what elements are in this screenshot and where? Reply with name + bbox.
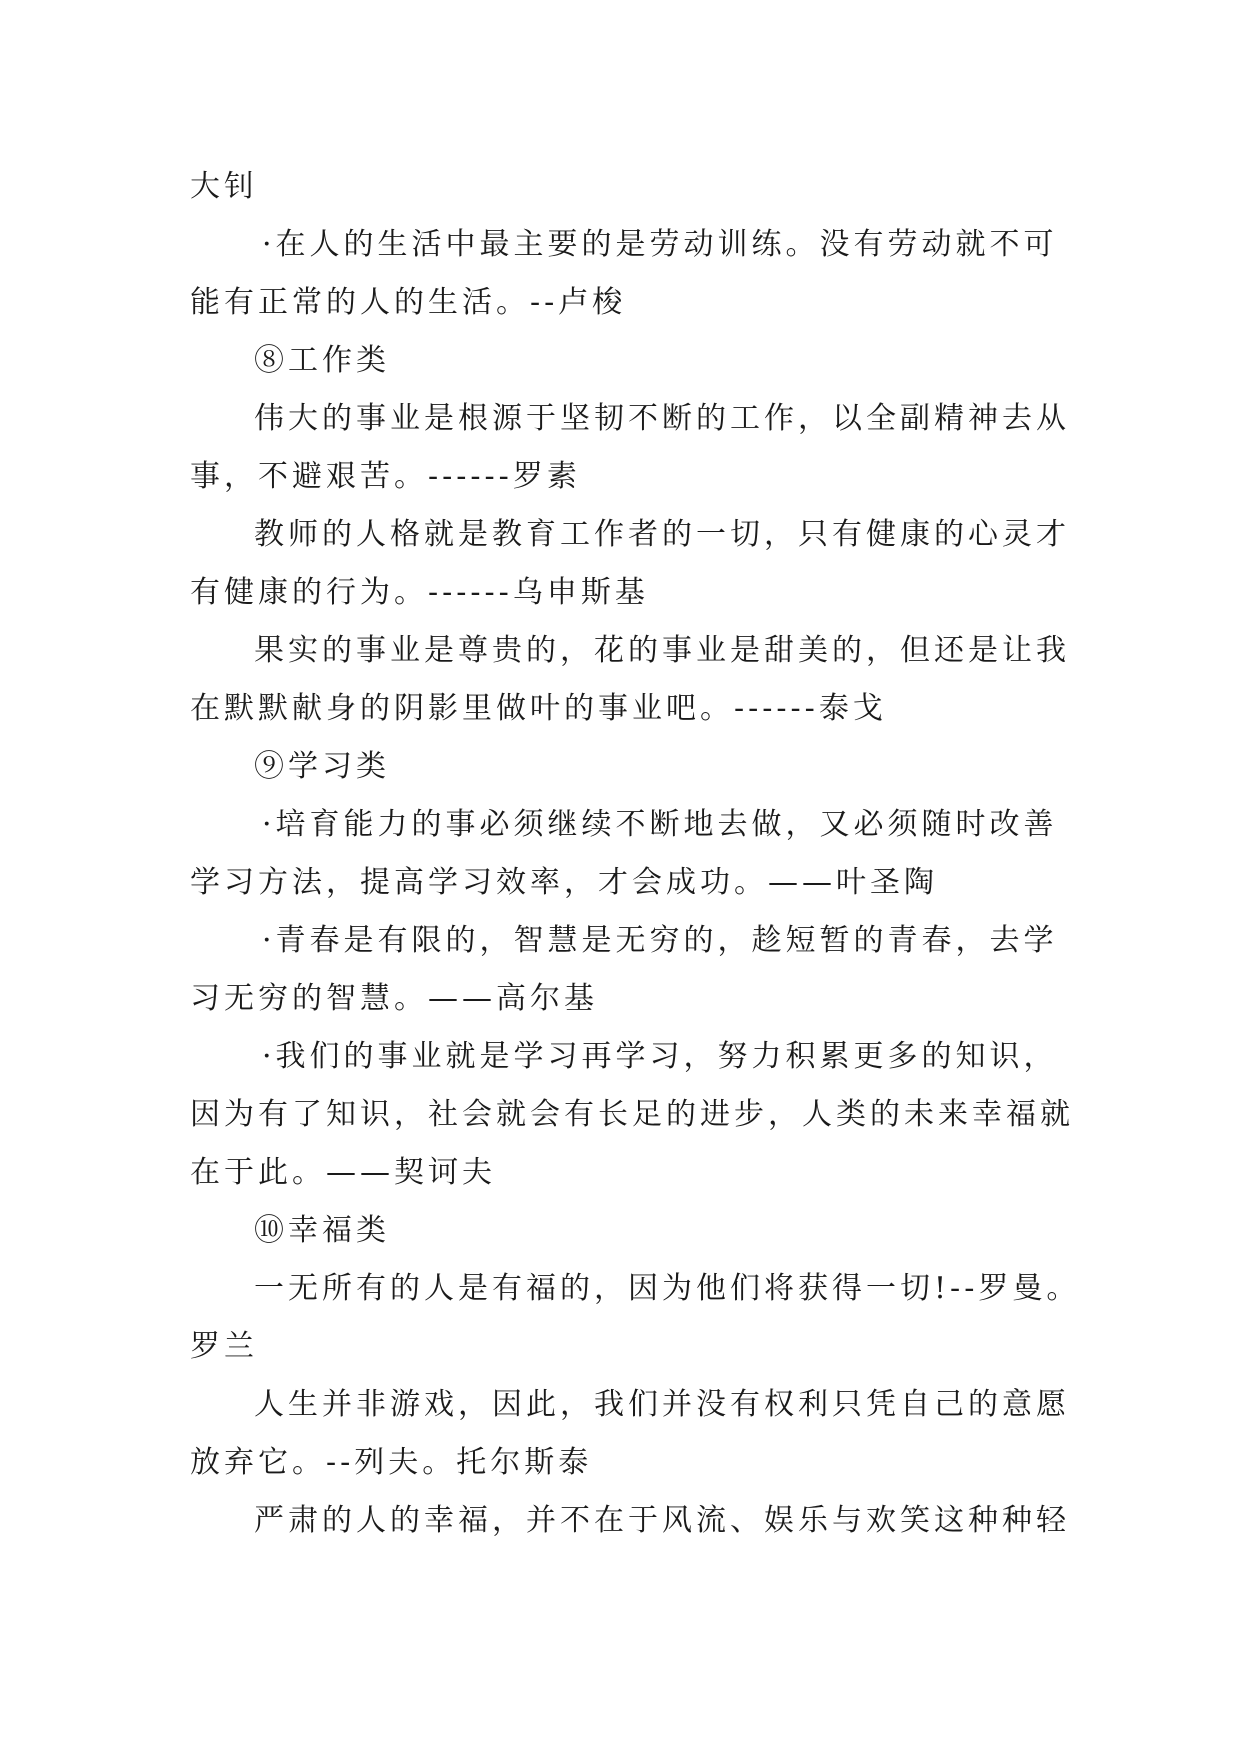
- quote-line: 果实的事业是尊贵的，花的事业是甜美的，但还是让我: [254, 633, 1070, 668]
- text-line: 因为有了知识，社会就会有长足的进步，人类的未来幸福就: [190, 1097, 1074, 1132]
- section-heading-work: ⑧工作类: [254, 343, 390, 378]
- text-line: 能有正常的人的生活。--卢梭: [190, 285, 627, 320]
- bullet-quote-line: ·培育能力的事必须继续不断地去做，又必须随时改善: [262, 807, 1058, 842]
- document-page: [190, 158, 1081, 1550]
- text-line: 在默默献身的阴影里做叶的事业吧。------泰戈: [190, 691, 887, 726]
- section-heading-happiness: ⑩幸福类: [254, 1213, 390, 1248]
- quote-line: 严肃的人的幸福，并不在于风流、娱乐与欢笑这种种轻: [254, 1503, 1070, 1538]
- text-line: 罗兰: [190, 1329, 258, 1364]
- text-line: 事，不避艰苦。------罗素: [190, 459, 581, 494]
- text-line: 放弃它。--列夫。托尔斯泰: [190, 1445, 593, 1480]
- quote-line: 人生并非游戏，因此，我们并没有权利只凭自己的意愿: [254, 1387, 1070, 1422]
- text-line: 在于此。——契诃夫: [190, 1155, 496, 1190]
- bullet-quote-line: ·在人的生活中最主要的是劳动训练。没有劳动就不可: [262, 227, 1058, 262]
- bullet-quote-line: ·我们的事业就是学习再学习，努力积累更多的知识，: [262, 1039, 1058, 1074]
- quote-line: 伟大的事业是根源于坚韧不断的工作，以全副精神去从: [254, 401, 1070, 436]
- quote-line: 教师的人格就是教育工作者的一切，只有健康的心灵才: [254, 517, 1070, 552]
- section-heading-study: ⑨学习类: [254, 749, 390, 784]
- text-line: 大钊: [190, 169, 258, 204]
- text-line: 有健康的行为。------乌申斯基: [190, 575, 649, 610]
- text-line: 习无穷的智慧。——高尔基: [190, 981, 598, 1016]
- bullet-quote-line: ·青春是有限的，智慧是无穷的，趁短暂的青春，去学: [262, 923, 1058, 958]
- text-line: 学习方法，提高学习效率，才会成功。——叶圣陶: [190, 865, 938, 900]
- quote-line: 一无所有的人是有福的，因为他们将获得一切!--罗曼。: [254, 1271, 1081, 1306]
